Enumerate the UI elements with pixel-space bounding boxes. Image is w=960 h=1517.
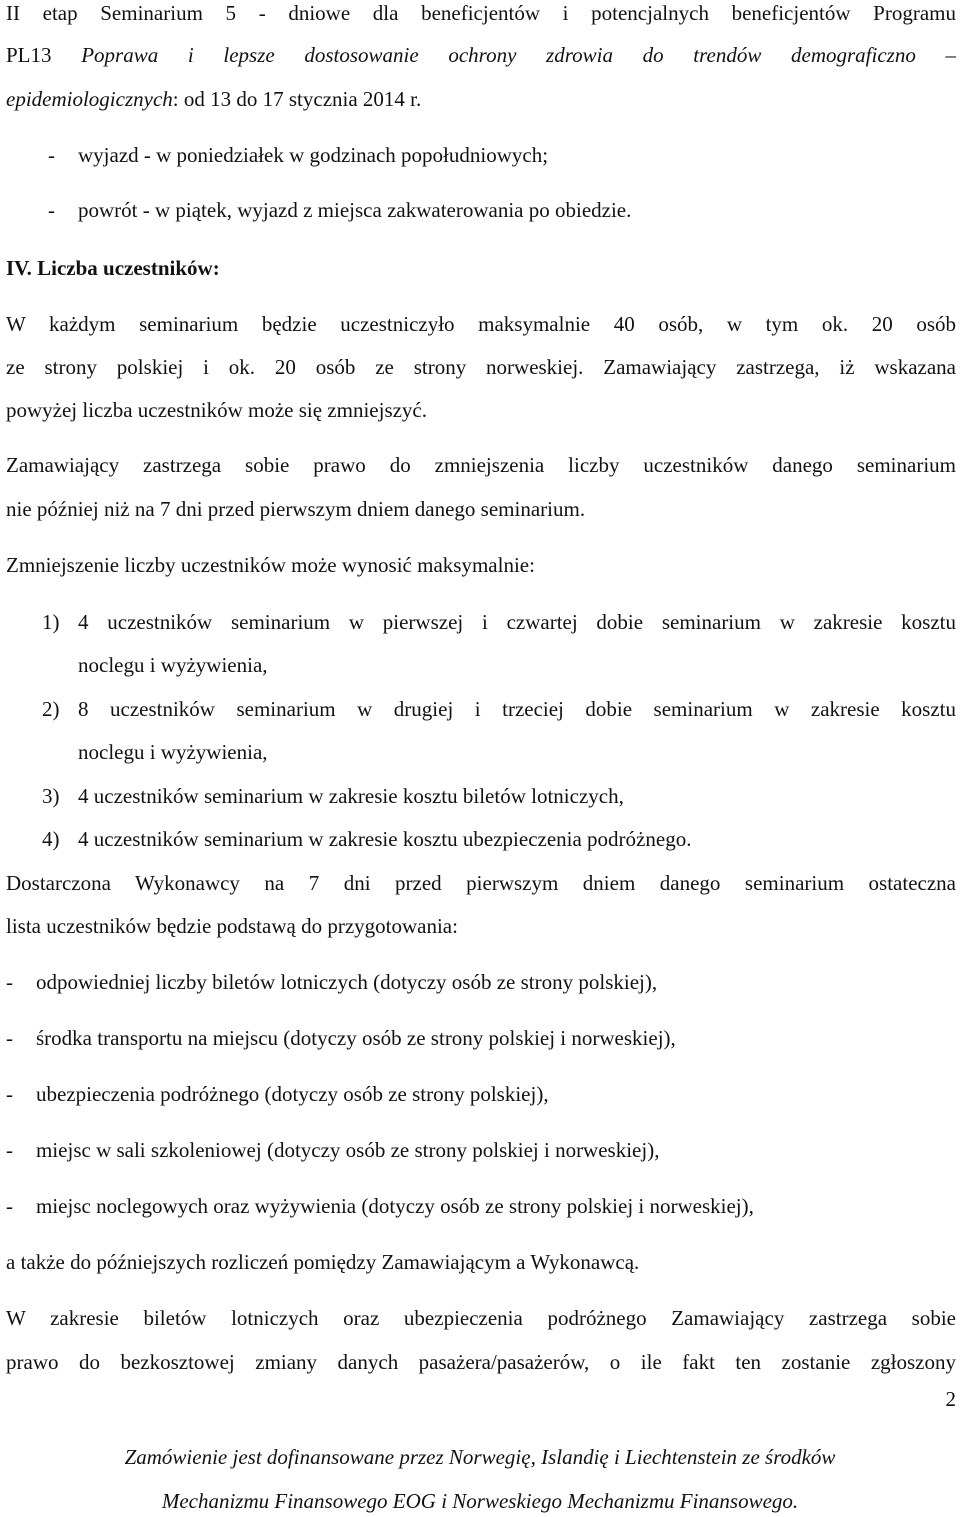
intro-line-2 [6, 42, 956, 68]
dash-bullet: - [6, 970, 13, 994]
item-text: 4 uczestników seminarium w zakresie kosztu ubezpieczenia podróżnego. [78, 827, 692, 851]
intro-line-1: II etap Seminarium 5 - dniowe dla beneficjentów i potencjalnych beneficjentów Programu [6, 1, 956, 25]
item-text: 4 uczestników seminarium w pierwszej i czwartej dobie seminarium w zakresie kosztu [78, 610, 956, 634]
preparation-item-text: miejsc w sali szkoleniowej (dotyczy osób ze strony polskiej i norweskiej), [36, 1138, 660, 1162]
dash-bullet: - [6, 1082, 13, 1106]
item-text: 4 uczestników seminarium w zakresie kosztu biletów lotniczych, [78, 784, 624, 808]
preparation-item-local-transport [6, 1025, 676, 1051]
reduction-item-3 [42, 783, 956, 809]
paragraph-4-line-2: prawo do bezkosztowej zmiany danych pasażera/pasażerów, o ile fakt ten zostanie zgłoszony [6, 1350, 956, 1374]
travel-item-text: powrót - w piątek, wyjazd z miejsca zakwaterowania po obiedzie. [78, 198, 632, 222]
dash-bullet: - [48, 198, 55, 222]
reduction-item-2-line-1 [42, 696, 956, 722]
reduction-item-1-line-1 [42, 609, 956, 635]
dash-bullet: - [6, 1194, 13, 1218]
intro-line-2-prefix: PL13 [6, 43, 82, 67]
program-title-part-2: epidemiologicznych [6, 87, 173, 111]
preparation-item-accommodation [6, 1193, 754, 1219]
item-number: 3) [42, 784, 60, 808]
paragraph-1-line-1: W każdym seminarium będzie uczestniczyło maksymalnie 40 osób, w tym ok. 20 osób [6, 312, 956, 336]
travel-item-text: wyjazd - w poniedziałek w godzinach popołudniowych; [78, 143, 549, 167]
preparation-item-training-room [6, 1137, 659, 1163]
settlement-line: a także do późniejszych rozliczeń pomiędzy Zamawiającym a Wykonawcą. [6, 1250, 640, 1274]
dash-bullet: - [6, 1026, 13, 1050]
travel-item-departure [48, 142, 548, 168]
item-text: 8 uczestników seminarium w drugiej i trzeciej dobie seminarium w zakresie kosztu [78, 697, 956, 721]
reduction-item-2-line-2: noclegu i wyżywienia, [78, 740, 268, 764]
item-number: 2) [42, 697, 60, 721]
program-title-part-1: Poprawa i lepsze dostosowanie ochrony zdrowia do trendów demograficzno – [81, 43, 956, 67]
reduction-item-1-line-2: noclegu i wyżywienia, [78, 653, 268, 677]
paragraph-2-line-2: nie później niż na 7 dni przed pierwszym dniem danego seminarium. [6, 497, 586, 521]
footer-line-2: Mechanizmu Finansowego EOG i Norweskiego Mechanizmu Finansowego. [161, 1489, 799, 1513]
intro-line-3 [6, 86, 956, 112]
preparation-item-insurance [6, 1081, 549, 1107]
section-heading: IV. Liczba uczestników: [6, 256, 220, 280]
page-number: 2 [945, 1387, 956, 1411]
dash-bullet: - [6, 1138, 13, 1162]
preparation-item-text: ubezpieczenia podróżnego (dotyczy osób ze strony polskiej), [36, 1082, 549, 1106]
preparation-item-text: odpowiedniej liczby biletów lotniczych (dotyczy osób ze strony polskiej), [36, 970, 658, 994]
footer-line-1: Zamówienie jest dofinansowane przez Norwegię, Islandię i Liechtenstein ze środków [124, 1445, 836, 1469]
dash-bullet: - [48, 143, 55, 167]
item-number: 4) [42, 827, 60, 851]
preparation-item-text: środka transportu na miejscu (dotyczy osób ze strony polskiej i norweskiej), [36, 1026, 676, 1050]
reduction-intro: Zmniejszenie liczby uczestników może wynosić maksymalnie: [6, 553, 535, 577]
reduction-item-4 [42, 826, 956, 852]
paragraph-1-line-2: ze strony polskiej i ok. 20 osób ze strony norweskiej. Zamawiający zastrzega, iż wskazana [6, 355, 956, 379]
paragraph-3-line-2: lista uczestników będzie podstawą do przygotowania: [6, 914, 458, 938]
item-number: 1) [42, 610, 60, 634]
preparation-item-flight-tickets [6, 969, 657, 995]
paragraph-1-line-3: powyżej liczba uczestników może się zmniejszyć. [6, 398, 428, 422]
travel-item-return [48, 197, 631, 223]
paragraph-4-line-1: W zakresie biletów lotniczych oraz ubezpieczenia podróżnego Zamawiający zastrzega sobie [6, 1306, 956, 1330]
seminar-dates: : od 13 do 17 stycznia 2014 r. [172, 87, 422, 111]
preparation-item-text: miejsc noclegowych oraz wyżywienia (dotyczy osób ze strony polskiej i norweskiej), [36, 1194, 754, 1218]
paragraph-3-line-1: Dostarczona Wykonawcy na 7 dni przed pierwszym dniem danego seminarium ostateczna [6, 871, 956, 895]
paragraph-2-line-1: Zamawiający zastrzega sobie prawo do zmniejszenia liczby uczestników danego seminarium [6, 453, 956, 477]
